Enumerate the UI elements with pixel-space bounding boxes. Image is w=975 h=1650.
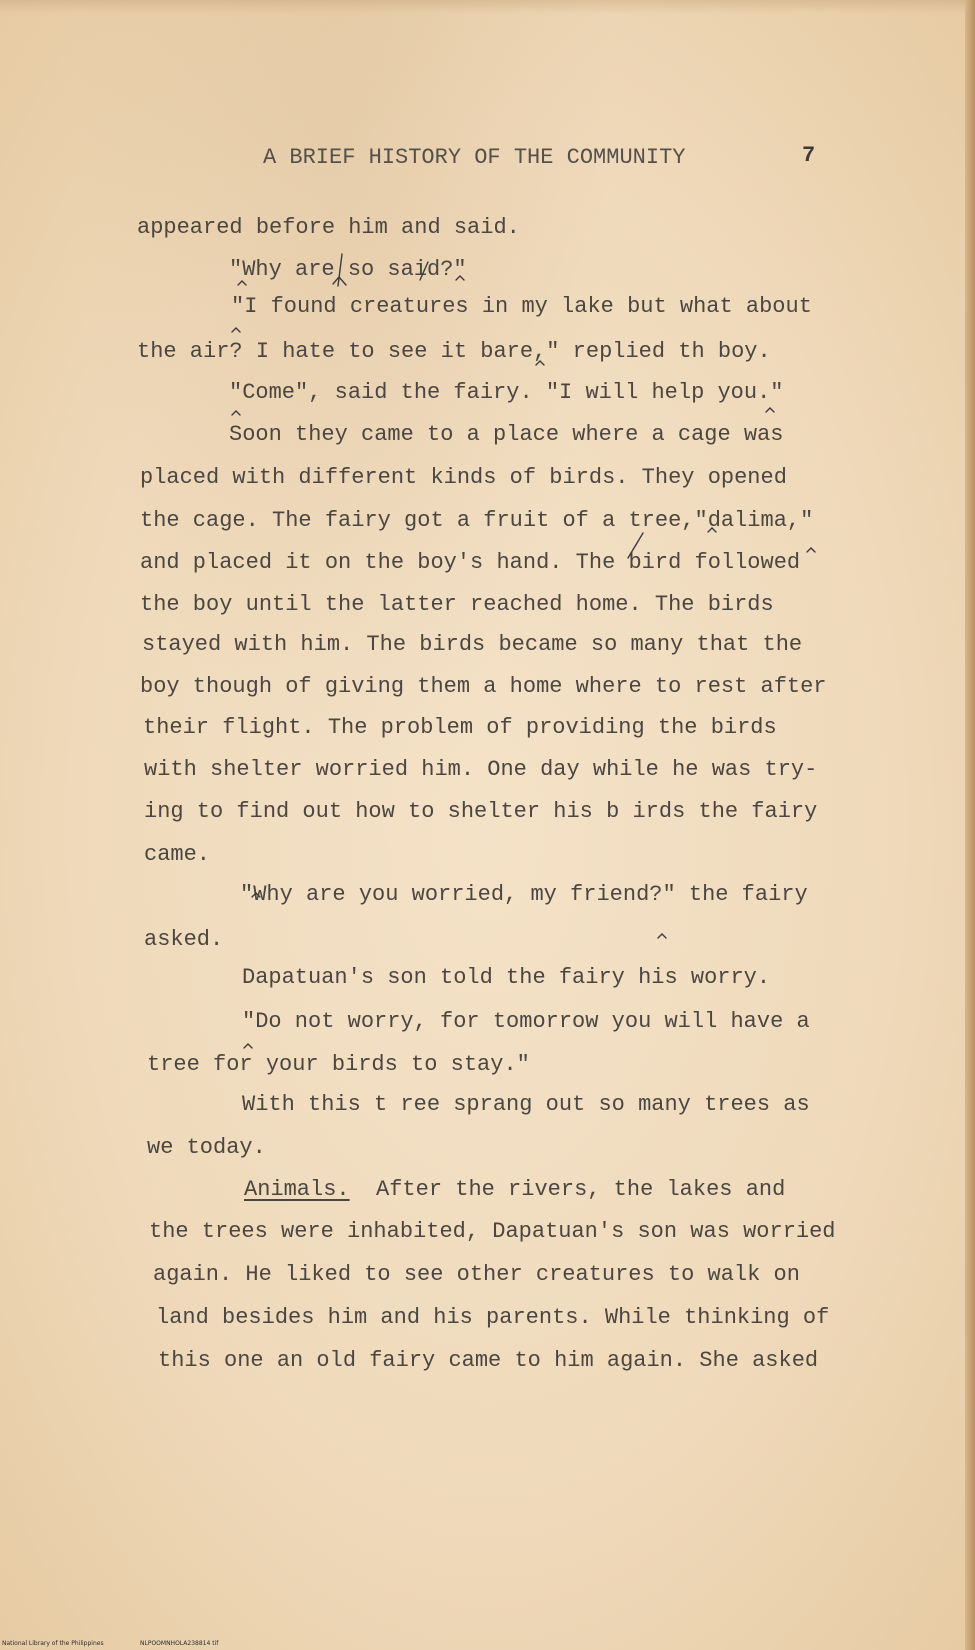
text-line: Soon they came to a place where a cage was: [229, 422, 784, 447]
text-line: "Why are so said?": [229, 257, 467, 282]
text-line: asked.: [144, 927, 224, 952]
text-line: the trees were inhabited, Dapatuan's son was worried: [149, 1219, 836, 1244]
page-number: 7: [802, 143, 816, 168]
caret-mark: [807, 548, 815, 552]
section-heading-animals: Animals.: [244, 1177, 350, 1202]
text-line: and placed it on the boy's hand. The bird followed: [140, 550, 801, 575]
text-line-section-start: [244, 1177, 785, 1203]
text-line: stayed with him. The birds became so many that the: [142, 632, 803, 657]
text-line-spacer: [350, 1177, 376, 1202]
text-line: we today.: [147, 1135, 266, 1160]
text-line: With this t ree sprang out so many trees as: [242, 1092, 810, 1117]
text-line: "Come", said the fairy. "I will help you.": [229, 380, 784, 405]
text-line: the air? I hate to see it bare," replied th boy.: [137, 339, 771, 364]
caret-mark: [658, 934, 666, 938]
text-line: the cage. The fairy got a fruit of a tree,"dalima,": [140, 508, 814, 533]
text-line: with shelter worried him. One day while he was try-: [144, 757, 818, 782]
text-line: their flight. The problem of providing the birds: [143, 715, 777, 740]
text-line: Dapatuan's son told the fairy his worry.: [242, 965, 771, 990]
text-line: placed with different kinds of birds. They opened: [140, 465, 787, 490]
text-line: tree for your birds to stay.": [147, 1052, 530, 1077]
text-line: "Do not worry, for tomorrow you will have a: [242, 1009, 810, 1034]
text-line: ing to find out how to shelter his b irds the fairy: [144, 799, 818, 824]
footer-library-name: National Library of the Philippines: [2, 1640, 104, 1647]
caret-mark: [232, 411, 240, 415]
caret-mark: [766, 408, 774, 412]
text-line: came.: [144, 842, 211, 867]
text-line: again. He liked to see other creatures to walk on: [153, 1262, 800, 1287]
text-line: land besides him and his parents. While thinking of: [156, 1305, 830, 1330]
text-line: boy though of giving them a home where to rest after: [140, 674, 827, 699]
caret-mark: [244, 1044, 252, 1048]
text-line-continuation: After the rivers, the lakes and: [376, 1177, 786, 1202]
footer-file-id: NLPOOMNHOLA238814 tif: [140, 1640, 219, 1647]
text-line: appeared before him and said.: [137, 215, 520, 240]
paper-top-edge: [0, 0, 975, 14]
text-line: "I found creatures in my lake but what about: [231, 294, 812, 319]
text-line: this one an old fairy came to him again. She asked: [158, 1348, 819, 1373]
page-title: A BRIEF HISTORY OF THE COMMUNITY: [263, 145, 686, 170]
text-line: "Why are you worried, my friend?" the fairy: [240, 882, 808, 907]
text-line: the boy until the latter reached home. The birds: [140, 592, 774, 617]
caret-mark: [232, 328, 240, 332]
paper-right-edge: [965, 0, 975, 1650]
